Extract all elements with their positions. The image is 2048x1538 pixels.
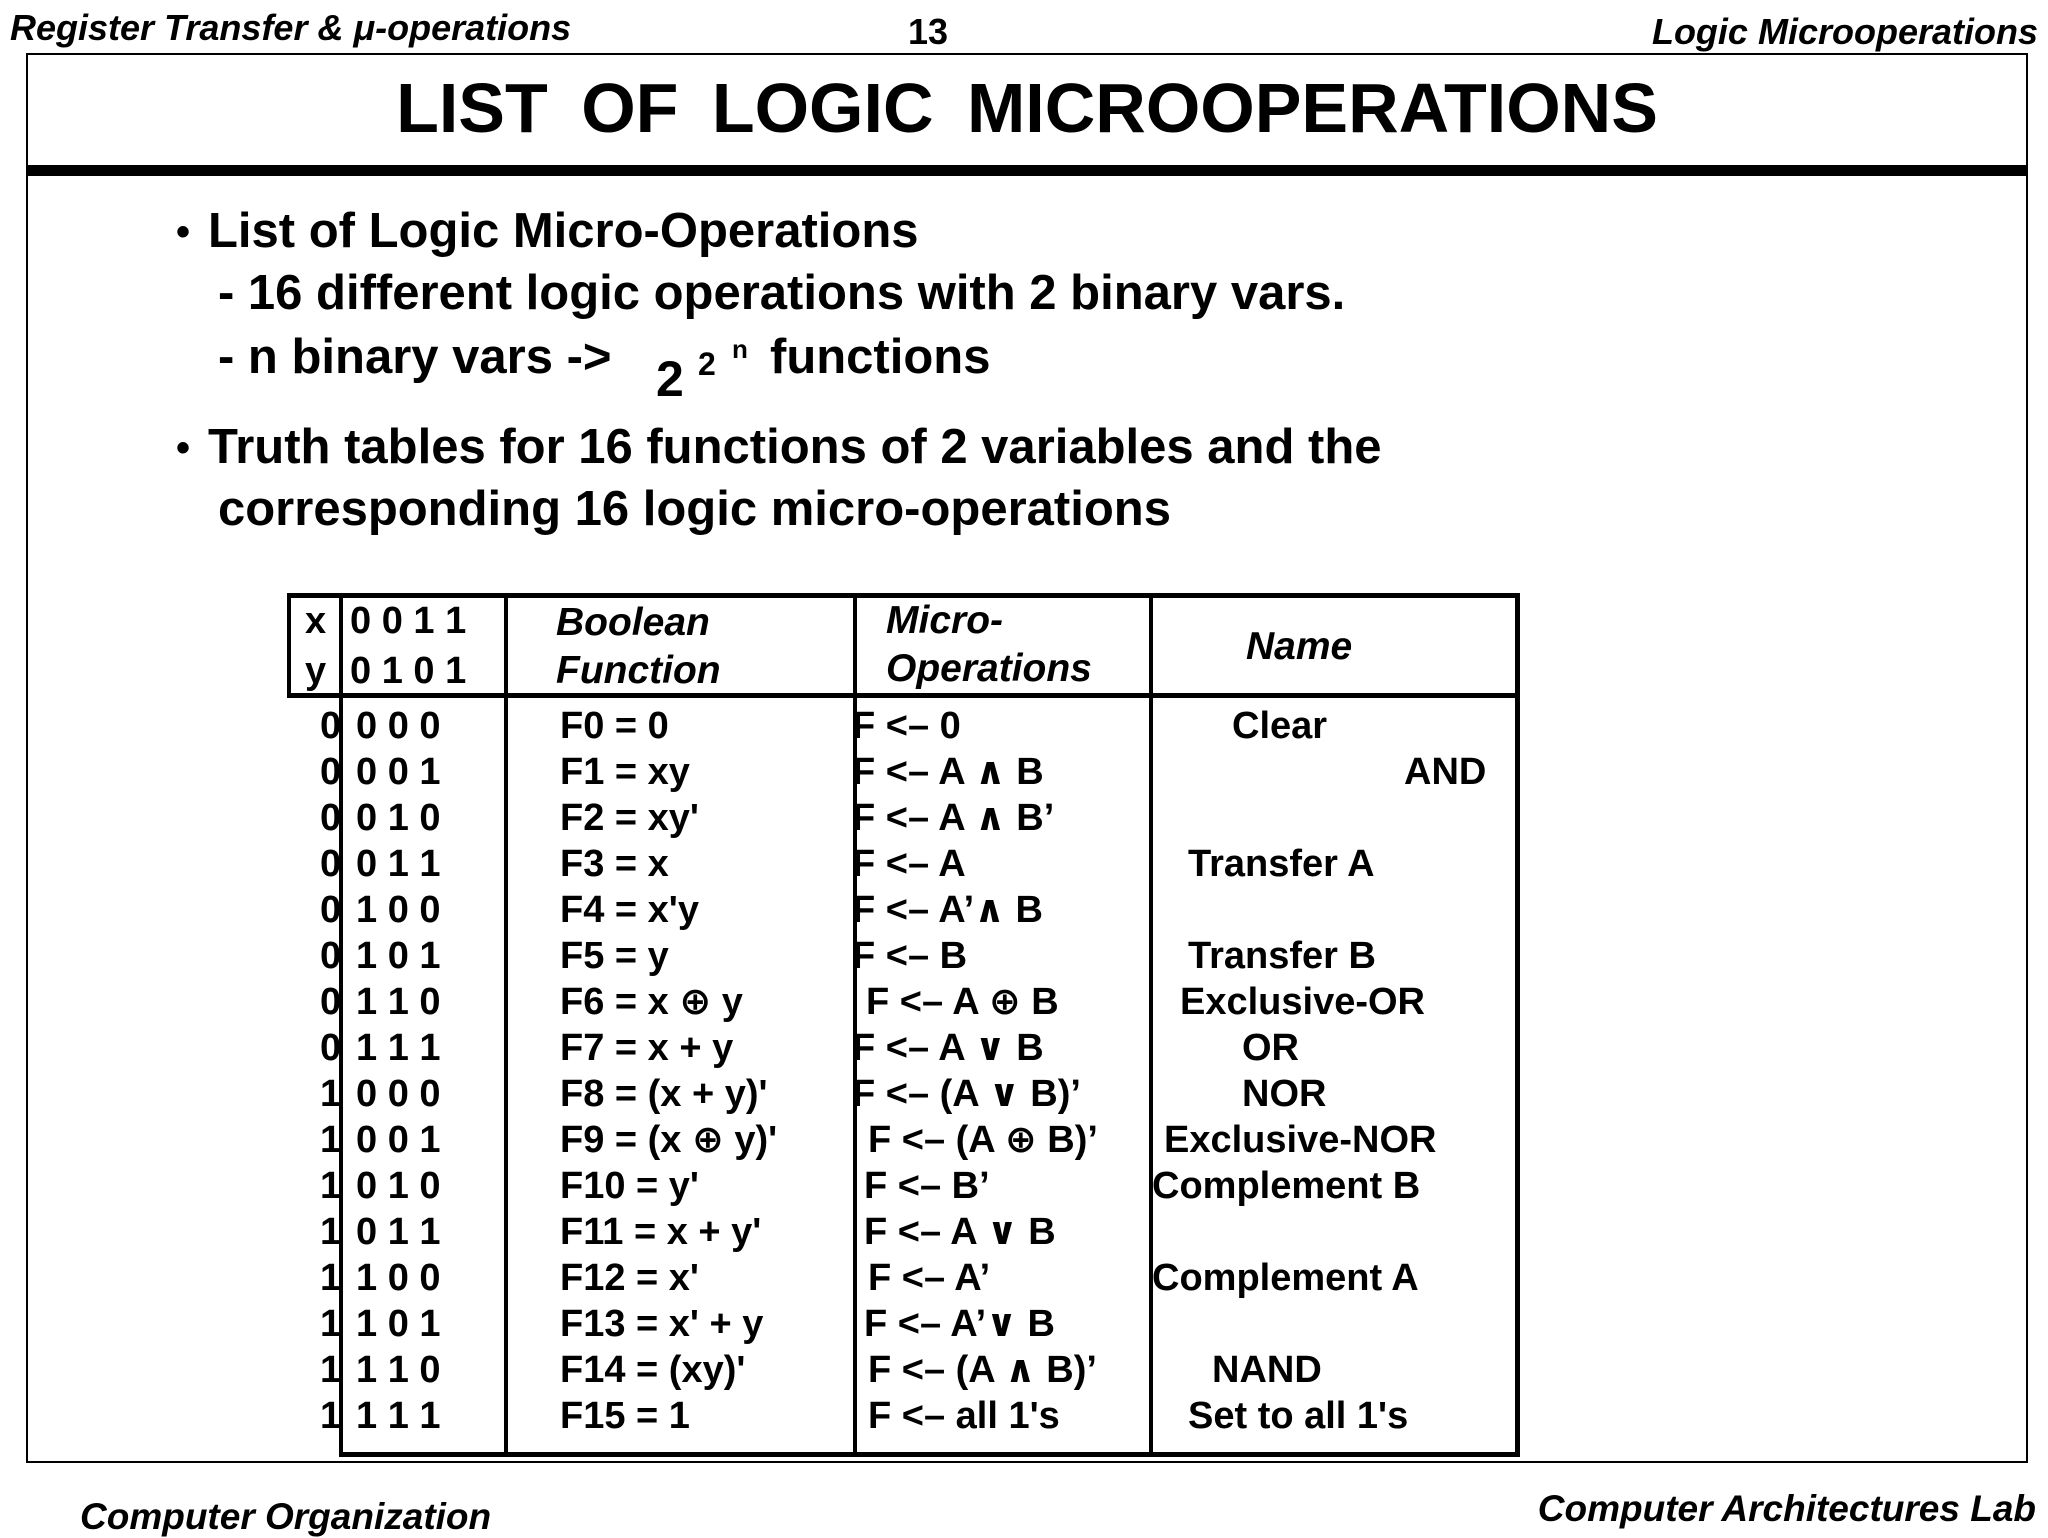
cell-truth: 1 1 1	[356, 1395, 441, 1437]
header-boolean-line-2: Function	[556, 649, 721, 692]
slide-title: LIST OF LOGIC MICROOPERATIONS	[396, 69, 1658, 147]
cell-micro: F <– A ⊕ B	[866, 981, 1059, 1023]
cell-name: Clear	[1232, 705, 1328, 747]
cell-truth: 1 0 1	[356, 935, 441, 977]
cell-boolean: F14 = (xy)'	[560, 1349, 746, 1391]
cell-truth: 0 0 0	[356, 1073, 441, 1115]
cell-micro: F <– A’∨ B	[864, 1303, 1056, 1345]
cell-boolean: F4 = x'y	[560, 889, 699, 931]
table-row	[0, 1071, 2048, 1117]
bullet-1-sub-2-suffix: functions	[770, 330, 991, 384]
cell-micro: F <– A’∧ B	[852, 889, 1044, 931]
formula-exponent-n: n	[732, 334, 748, 364]
bullet-1: List of Logic Micro-Operations	[208, 204, 919, 258]
cell-x: 1	[320, 1119, 342, 1161]
bullet-2-line-2: corresponding 16 logic micro-operations	[218, 482, 1171, 536]
bullet-2-line-1: Truth tables for 16 functions of 2 variables and the	[208, 420, 1382, 474]
cell-name: NAND	[1212, 1349, 1322, 1391]
cell-name: Transfer B	[1188, 935, 1376, 977]
table-row	[0, 841, 2048, 887]
table-row	[0, 795, 2048, 841]
header-y-values: 0 1 0 1	[350, 650, 467, 692]
cell-boolean: F13 = x' + y	[560, 1303, 764, 1345]
cell-truth: 0 0 1	[356, 751, 441, 793]
cell-name: Complement A	[1152, 1257, 1419, 1299]
cell-name: Transfer A	[1188, 843, 1375, 885]
cell-micro: F <– A ∨ B	[864, 1211, 1056, 1253]
header-x-values: 0 0 1 1	[350, 600, 467, 642]
cell-boolean: F12 = x'	[560, 1257, 699, 1299]
cell-micro: F <– all 1's	[868, 1395, 1060, 1437]
bullet-dot-2: •	[176, 426, 191, 470]
cell-name: Complement B	[1152, 1165, 1421, 1207]
cell-truth: 0 0 1	[356, 1119, 441, 1161]
cell-micro: F <– 0	[852, 705, 961, 747]
cell-micro: F <– (A ⊕ B)’	[868, 1119, 1098, 1161]
table-xy-left-border	[287, 593, 291, 698]
page-number: 13	[908, 11, 949, 52]
cell-x: 0	[320, 751, 342, 793]
header-name: Name	[1246, 625, 1353, 668]
bullet-1-sub-1: - 16 different logic operations with 2 binary vars.	[218, 266, 1346, 320]
cell-boolean: F5 = y	[560, 935, 669, 977]
cell-boolean: F0 = 0	[560, 705, 669, 747]
formula-exponent: 2	[698, 346, 716, 382]
cell-truth: 0 0 0	[356, 705, 441, 747]
table-row	[0, 1209, 2048, 1255]
table-row	[0, 1255, 2048, 1301]
cell-truth: 0 1 0	[356, 1165, 441, 1207]
footer-right: Computer Architectures Lab	[1537, 1488, 2036, 1529]
footer-left: Computer Organization	[80, 1496, 492, 1537]
cell-x: 0	[320, 1027, 342, 1069]
header-boolean-line-1: Boolean	[556, 601, 710, 644]
table-row	[0, 703, 2048, 749]
header-micro-line-2: Operations	[886, 647, 1092, 690]
cell-x: 0	[320, 705, 342, 747]
cell-x: 0	[320, 935, 342, 977]
cell-truth: 1 1 0	[356, 981, 441, 1023]
cell-truth: 1 0 0	[356, 889, 441, 931]
table-bottom-border	[339, 1452, 1520, 1457]
cell-name: NOR	[1242, 1073, 1327, 1115]
cell-truth: 0 1 1	[356, 843, 441, 885]
cell-micro: F <– (A ∧ B)’	[868, 1349, 1097, 1391]
table-row	[0, 979, 2048, 1025]
cell-boolean: F15 = 1	[560, 1395, 690, 1437]
table-row	[0, 1393, 2048, 1439]
table-row	[0, 1025, 2048, 1071]
header-x-label: x	[305, 600, 327, 642]
cell-x: 0	[320, 889, 342, 931]
cell-x: 1	[320, 1165, 342, 1207]
cell-micro: F <– B’	[864, 1165, 990, 1207]
header-left-title: Register Transfer & μ-operations	[10, 7, 572, 48]
table-row	[0, 887, 2048, 933]
cell-micro: F <– A’	[868, 1257, 991, 1299]
cell-micro: F <– A ∧ B	[852, 751, 1044, 793]
cell-micro: F <– A ∨ B	[852, 1027, 1044, 1069]
cell-name: AND	[1404, 751, 1487, 793]
cell-micro: F <– A	[852, 843, 966, 885]
cell-boolean: F7 = x + y	[560, 1027, 734, 1069]
cell-boolean: F2 = xy'	[560, 797, 699, 839]
cell-x: 1	[320, 1073, 342, 1115]
cell-boolean: F8 = (x + y)'	[560, 1073, 768, 1115]
cell-x: 1	[320, 1257, 342, 1299]
formula-base: 2	[656, 351, 684, 407]
table-row	[0, 749, 2048, 795]
cell-truth: 0 1 1	[356, 1211, 441, 1253]
header-micro-line-1: Micro-	[886, 599, 1003, 642]
cell-name: Exclusive-OR	[1180, 981, 1425, 1023]
cell-x: 1	[320, 1395, 342, 1437]
table-row	[0, 933, 2048, 979]
cell-x: 0	[320, 981, 342, 1023]
cell-x: 0	[320, 843, 342, 885]
cell-name: OR	[1242, 1027, 1299, 1069]
header-right-title: Logic Microoperations	[1651, 11, 2038, 52]
cell-truth: 1 0 1	[356, 1303, 441, 1345]
cell-boolean: F1 = xy	[560, 751, 690, 793]
bullet-1-sub-2-prefix: - n binary vars ->	[218, 330, 612, 384]
table-row	[0, 1347, 2048, 1393]
bullet-dot-1: •	[176, 210, 191, 254]
cell-micro: F <– (A ∨ B)’	[852, 1073, 1081, 1115]
cell-name: Exclusive-NOR	[1164, 1119, 1437, 1161]
cell-boolean: F11 = x + y'	[560, 1211, 762, 1253]
table-row	[0, 1163, 2048, 1209]
cell-boolean: F3 = x	[560, 843, 669, 885]
cell-truth: 1 1 1	[356, 1027, 441, 1069]
table-header-bottom-border	[287, 693, 1520, 698]
cell-micro: F <– A ∧ B’	[852, 797, 1055, 839]
cell-x: 1	[320, 1303, 342, 1345]
cell-truth: 1 1 0	[356, 1349, 441, 1391]
cell-boolean: F10 = y'	[560, 1165, 699, 1207]
title-divider	[26, 165, 2028, 176]
header-y-label: y	[305, 650, 327, 692]
cell-truth: 0 1 0	[356, 797, 441, 839]
cell-x: 0	[320, 797, 342, 839]
cell-x: 1	[320, 1211, 342, 1253]
cell-name: Set to all 1's	[1188, 1395, 1409, 1437]
cell-boolean: F9 = (x ⊕ y)'	[560, 1119, 778, 1161]
cell-micro: F <– B	[852, 935, 968, 977]
table-row	[0, 1117, 2048, 1163]
cell-boolean: F6 = x ⊕ y	[560, 981, 743, 1023]
cell-x: 1	[320, 1349, 342, 1391]
table-row	[0, 1301, 2048, 1347]
cell-truth: 1 0 0	[356, 1257, 441, 1299]
